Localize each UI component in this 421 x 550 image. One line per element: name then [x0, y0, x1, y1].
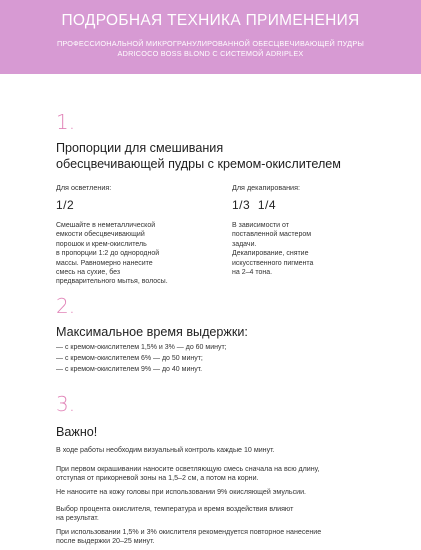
- note-line: после выдержки 20–25 минут.: [56, 537, 155, 546]
- note-line: Выбор процента окислителя, температура и время воздействия влияют: [56, 505, 294, 513]
- note-line: отступая от прикорневой зоны на 1,5–2 см, а потом на корни.: [56, 474, 259, 483]
- page-title: ПОДРОБНАЯ ТЕХНИКА ПРИМЕНЕНИЯ: [61, 12, 360, 29]
- text-line: Декапирование, снятие: [232, 250, 309, 258]
- text-line: искусственного пигмента: [232, 259, 314, 267]
- text-line: поставленной мастером: [232, 231, 312, 239]
- list-item: — с кремом-окислителем 6% — до 50 минут;: [56, 355, 203, 362]
- section2-heading: Максимальное время выдержки:: [56, 325, 248, 339]
- note-line: При использовании 1,5% и 3% окислителя рекомендуется повторное нанесение: [56, 528, 322, 536]
- section3-number: 3.: [56, 392, 76, 416]
- list-item: — с кремом-окислителем 9% — до 40 минут.: [56, 366, 203, 373]
- text-line: массы. Равномерно нанесите: [56, 259, 153, 267]
- header-banner: [0, 0, 421, 74]
- section1-heading-line1: Пропорции для смешивания: [56, 141, 224, 155]
- page-subtitle-line1: ПРОФЕССИОНАЛЬНОЙ МИКРОГРАНУЛИРОВАННОЙ ОБЕСЦВЕЧИВАЮЩЕЙ ПУДРЫ: [56, 39, 365, 48]
- note-line: В ходе работы необходим визуальный контроль каждые 10 минут.: [56, 446, 275, 454]
- section2-number: 2.: [56, 294, 76, 318]
- note-line: При первом окрашивании наносите осветляющую смесь сначала на всю длину,: [56, 465, 320, 473]
- section3-heading: Важно!: [56, 425, 98, 439]
- note-line: на результат.: [56, 514, 99, 523]
- text-line: задачи.: [232, 240, 257, 248]
- text-line: в пропорции 1:2 до однородной: [56, 250, 160, 258]
- text-line: смесь на сухие, без: [56, 269, 121, 276]
- section1-number: 1.: [56, 110, 76, 134]
- list-item: — с кремом-окислителем 1,5% и 3% — до 60 минут;: [56, 344, 227, 351]
- text-line: В зависимости от: [232, 222, 289, 229]
- section1-heading-line2: обесцвечивающей пудры с кремом-окислителем: [56, 157, 341, 171]
- decapage-label: Для декапирования:: [232, 183, 300, 192]
- note-line: Не наносите на кожу головы при использовании 9% окисляющей эмульсии.: [56, 488, 307, 496]
- text-line: емкости обесцвечивающий: [56, 231, 145, 239]
- decapage-ratio: 1/3 1/4: [232, 198, 277, 212]
- text-line: порошок и крем-окислитель: [56, 240, 147, 248]
- lightening-ratio: 1/2: [56, 198, 75, 212]
- page-subtitle-line2: ADRICOCO BOSS BLOND С СИСТЕМОЙ ADRIPLEX: [117, 49, 304, 58]
- text-line: предварительного мытья, волосы.: [56, 278, 168, 286]
- lightening-label: Для осветления:: [56, 183, 112, 192]
- text-line: Смешайте в неметаллической: [56, 222, 156, 229]
- text-line: на 2–4 тона.: [232, 269, 273, 276]
